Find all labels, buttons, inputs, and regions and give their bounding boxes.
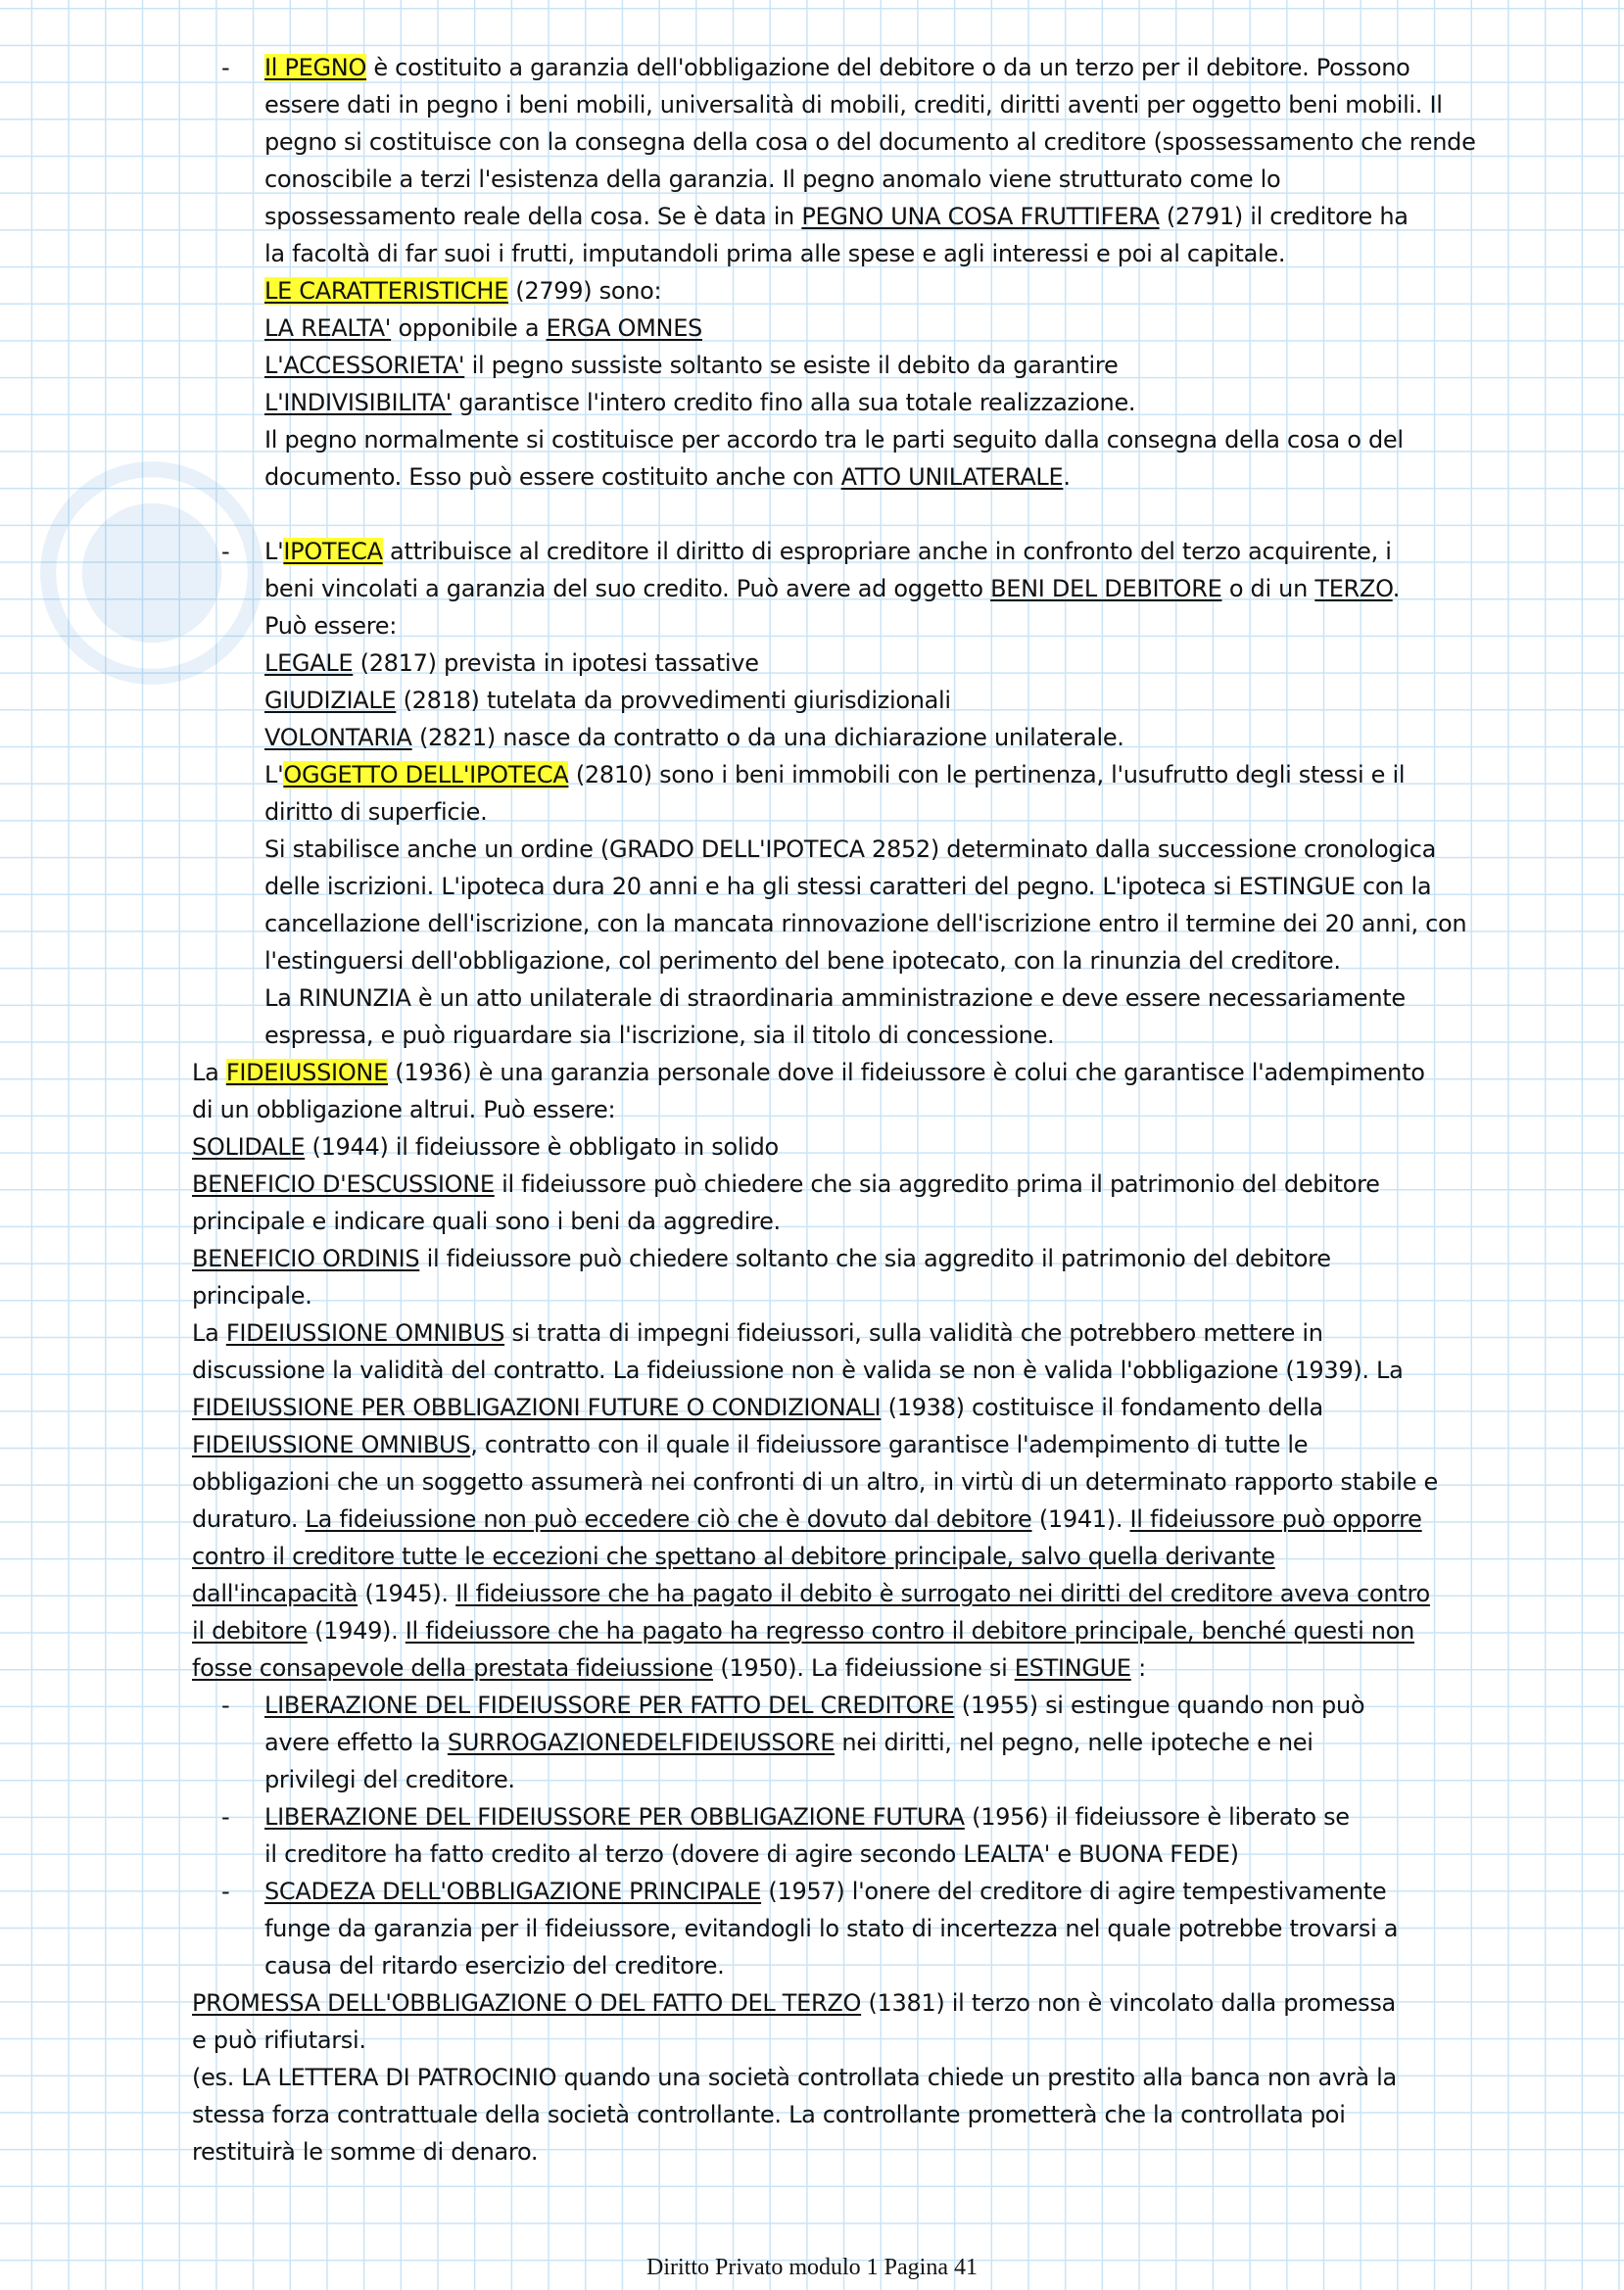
text-segment: (es. LA LETTERA DI PATROCINIO quando una società controllata chiede un prestito alla banca non avrà la [192,2064,1397,2091]
underlined-term: ATTO UNILATERALE [840,463,1064,491]
underlined-term: BENEFICIO D'ESCUSSIONE [192,1170,495,1198]
line-text [264,91,1443,119]
text-line [192,1724,1563,1761]
line-text [192,1059,1425,1086]
underlined-term: FIDEIUSSIONE OMNIBUS [225,1319,505,1347]
text-segment: attribuisce al creditore il diritto di espropriare anche in confronto del terzo acquirente, i [382,538,1392,565]
underlined-term: il debitore [192,1617,308,1645]
line-text [264,724,1124,751]
text-segment: opponibile a [391,314,547,342]
text-segment: documento. Esso può essere costituito anche con [264,463,841,491]
text-segment: . [1392,575,1401,602]
text-segment: (2810) sono i beni immobili con le pertinenza, l'usufrutto degli stessi e il [568,761,1406,788]
text-line [192,1203,1563,1240]
underlined-term: LIBERAZIONE DEL FIDEIUSSORE PER FATTO DEL CREDITORE [264,1692,955,1719]
text-segment: principale e indicare quali sono i beni da aggredire. [192,1208,781,1235]
text-segment: , contratto con il quale il fideiussore garantisce l'adempimento di tutte le [470,1431,1309,1458]
line-text [192,2027,366,2054]
line-text [221,1692,1365,1719]
highlighted-term: FIDEIUSSIONE [225,1059,388,1086]
text-segment: (1381) il terzo non è vincolato dalla promessa [861,1989,1396,2017]
highlighted-term: Il PEGNO [264,54,367,81]
text-segment: Può essere: [264,612,398,640]
underlined-term: SOLIDALE [192,1133,306,1161]
line-text [264,761,1405,788]
text-line [192,347,1563,384]
line-text [221,54,1410,81]
text-line [192,607,1563,644]
text-line [192,719,1563,756]
text-segment: . [1063,463,1071,491]
text-segment: privilegi del creditore. [264,1766,515,1793]
text-line [192,1947,1563,1984]
text-line [192,682,1563,719]
text-segment: (1936) è una garanzia personale dove il fideiussore è colui che garantisce l'adempimento [387,1059,1425,1086]
text-line [192,831,1563,868]
line-text [192,1989,1396,2017]
text-segment: essere dati in pegno i beni mobili, universalità di mobili, crediti, diritti aventi per oggetto beni mobili. Il [264,91,1443,119]
line-text [264,314,702,342]
line-text [221,1803,1350,1831]
line-text [264,240,1285,267]
text-line [192,756,1563,793]
highlighted-term: IPOTECA [283,538,383,565]
text-segment: espressa, e può riguardare sia l'iscrizione, sia il titolo di concessione. [264,1022,1055,1049]
text-segment: (1945). [358,1580,456,1607]
text-line [192,1426,1563,1463]
text-line [192,1389,1563,1426]
text-segment: duraturo. [192,1505,306,1533]
page-footer: Diritto Privato modulo 1 Pagina 41 [646,2255,978,2280]
line-text [192,2101,1346,2128]
text-line [192,198,1563,235]
text-line [192,2022,1563,2059]
text-segment: o di un [1221,575,1315,602]
text-segment: è costituito a garanzia dell'obbligazione del debitore o da un terzo per il debitore. Possono [366,54,1410,81]
text-line [192,1910,1563,1947]
underlined-term: BENI DEL DEBITORE [990,575,1222,602]
text-line [192,644,1563,682]
line-text [264,1729,1314,1756]
line-text [192,1096,615,1123]
line-text [264,463,1071,491]
text-segment: obbligazioni che un soggetto assumerà nei confronti di un altro, in virtù di un determinato rapporto stabile e [192,1468,1439,1496]
line-text [221,1878,1387,1905]
text-segment: il fideiussore può chiedere soltanto che sia aggredito il patrimonio del debitore [419,1245,1331,1272]
underlined-term: L'INDIVISIBILITA' [264,389,453,416]
text-segment: funge da garanzia per il fideiussore, evitandogli lo stato di incertezza nel quale potrebbe trovarsi a [264,1915,1399,1942]
text-line [192,123,1563,161]
text-segment: (1956) il fideiussore è liberato se [964,1803,1350,1831]
line-text [192,1357,1404,1384]
text-line [192,1575,1563,1612]
text-segment: conoscibile a terzi l'esistenza della garanzia. Il pegno anomalo viene strutturato come lo [264,166,1281,193]
list-bullet: - [221,538,230,565]
line-text [192,1468,1438,1496]
text-segment: l'estinguersi dell'obbligazione, col perimento del bene ipotecato, con la rinunzia del creditore. [264,947,1341,975]
text-segment: nei diritti, nel pegno, nelle ipoteche e nei [835,1729,1314,1756]
underlined-term: FIDEIUSSIONE PER OBBLIGAZIONI FUTURE O CONDIZIONALI [192,1394,882,1421]
line-text [192,1282,312,1310]
line-text [264,910,1466,937]
text-line [192,1687,1563,1724]
text-segment: La [192,1319,226,1347]
text-line [192,1836,1563,1873]
text-line [192,942,1563,979]
text-line [192,1314,1563,1352]
text-line [192,86,1563,123]
text-segment: (2818) tutelata da provvedimenti giurisdizionali [396,687,951,714]
text-segment: beni vincolati a garanzia del suo credito. Può avere ad oggetto [264,575,991,602]
text-line [192,1984,1563,2022]
text-segment: discussione la validità del contratto. La fideiussione non è valida se non è valida l'obbligazione (1939). La [192,1357,1404,1384]
line-text [192,2064,1397,2091]
underlined-term: La fideiussione non può eccedere ciò che è dovuto dal debitore [305,1505,1032,1533]
underlined-term: SURROGAZIONEDELFIDEIUSSORE [447,1729,836,1756]
line-text [264,277,661,305]
document-body [192,49,1563,2171]
text-line [192,235,1563,272]
text-segment: Il pegno normalmente si costituisce per accordo tra le parti seguito dalla consegna della cosa o del [264,426,1404,453]
line-text [264,649,759,677]
text-segment: (2821) nasce da contratto o da una dichiarazione unilaterale. [411,724,1124,751]
text-segment: (1957) l'onere del creditore di agire tempestivamente [761,1878,1387,1905]
text-segment: la facoltà di far suoi i frutti, imputandoli prima alle spese e agli interessi e poi al capitale. [264,240,1286,267]
text-line [192,384,1563,421]
underlined-term: LEGALE [264,649,354,677]
text-segment: (1941). [1031,1505,1130,1533]
text-segment: La [192,1059,226,1086]
line-text [264,873,1431,900]
underlined-term: BENEFICIO ORDINIS [192,1245,420,1272]
text-segment: restituirà le somme di denaro. [192,2138,539,2166]
text-segment: garantisce l'intero credito fino alla sua totale realizzazione. [452,389,1136,416]
line-text [192,1654,1146,1682]
underlined-term: ESTINGUE [1014,1654,1131,1682]
text-segment: delle iscrizioni. L'ipoteca dura 20 anni e ha gli stessi caratteri del pegno. L'ipoteca si ESTINGUE con la [264,873,1432,900]
text-segment: (1950). La fideiussione si [713,1654,1015,1682]
underlined-term: PEGNO UNA COSA FRUTTIFERA [801,203,1160,230]
line-text [264,203,1409,230]
line-text [264,352,1118,379]
text-segment: si tratta di impegni fideiussori, sulla validità che potrebbero mettere in [504,1319,1323,1347]
text-segment: avere effetto la [264,1729,448,1756]
underlined-term: FIDEIUSSIONE OMNIBUS [192,1431,471,1458]
text-segment: stessa forza contrattuale della società controllante. La controllante prometterà che la controllata poi [192,2101,1346,2128]
underlined-term: Il fideiussore che ha pagato ha regresso contro il debitore principale, benché questi non [405,1617,1415,1645]
text-segment: pegno si costituisce con la consegna della cosa o del documento al creditore (spossessamento che rende [264,128,1476,156]
text-segment: L' [264,538,284,565]
text-segment: di un obbligazione altrui. Può essere: [192,1096,616,1123]
text-line [192,1798,1563,1836]
text-segment: spossessamento reale della cosa. Se è data in [264,203,802,230]
text-line [192,1873,1563,1910]
text-segment: L' [264,761,284,788]
text-segment: cancellazione dell'iscrizione, con la mancata rinnovazione dell'iscrizione entro il termine dei 20 anni, con [264,910,1467,937]
line-text [264,984,1406,1012]
line-text [264,166,1280,193]
text-line [192,2096,1563,2133]
text-segment: : [1130,1654,1146,1682]
line-text [192,1543,1275,1570]
text-line [192,570,1563,607]
underlined-term: TERZO [1314,575,1393,602]
line-text [264,1840,1239,1868]
line-text [192,1431,1308,1458]
underlined-term: LIBERAZIONE DEL FIDEIUSSORE PER OBBLIGAZIONE FUTURA [264,1803,965,1831]
text-line [192,1128,1563,1166]
text-line [192,1017,1563,1054]
underlined-term: Il fideiussore che ha pagato il debito è surrogato nei diritti del creditore aveva contro [455,1580,1430,1607]
underlined-term: PROMESSA DELL'OBBLIGAZIONE O DEL FATTO DEL TERZO [192,1989,862,2017]
underlined-term: LA REALTA' [264,314,392,342]
underlined-term: ERGA OMNES [546,314,702,342]
line-text [192,2138,538,2166]
list-bullet: - [221,1878,230,1905]
text-line [192,1538,1563,1575]
text-line [192,1277,1563,1314]
text-line [192,1612,1563,1649]
line-text [192,1208,781,1235]
text-segment: (1944) il fideiussore è obbligato in solido [305,1133,779,1161]
line-text [264,798,487,826]
line-text [264,389,1135,416]
text-segment: diritto di superficie. [264,798,488,826]
underlined-term: GIUDIZIALE [264,687,397,714]
text-line [192,905,1563,942]
text-line [192,979,1563,1017]
line-text [264,426,1404,453]
text-line [192,533,1563,570]
text-segment: (2799) sono: [507,277,662,305]
text-segment: (1949). [307,1617,406,1645]
highlighted-term: LE CARATTERISTICHE [264,277,508,305]
line-text [192,1245,1331,1272]
line-text [264,1915,1398,1942]
line-text [264,575,1400,602]
list-bullet: - [221,1692,230,1719]
text-segment: principale. [192,1282,312,1310]
text-segment: causa del ritardo esercizio del creditore. [264,1952,725,1980]
text-line [192,1501,1563,1538]
line-text [192,1394,1323,1421]
underlined-term: VOLONTARIA [264,724,412,751]
underlined-term: SCADEZA DELL'OBBLIGAZIONE PRINCIPALE [264,1878,762,1905]
line-text [264,128,1476,156]
line-text [192,1170,1380,1198]
text-line [192,272,1563,310]
line-text [221,538,1392,565]
text-line [192,2133,1563,2171]
list-bullet: - [221,1803,230,1831]
underlined-term: contro il creditore tutte le eccezioni che spettano al debitore principale, salvo quella derivante [192,1543,1275,1570]
text-line [192,1463,1563,1501]
text-line [192,49,1563,86]
text-line [192,1166,1563,1203]
text-segment: il creditore ha fatto credito al terzo (dovere di agire secondo LEALTA' e BUONA FEDE) [264,1840,1239,1868]
line-text [192,1580,1430,1607]
text-line [192,1240,1563,1277]
text-segment: (1938) costituisce il fondamento della [881,1394,1323,1421]
list-bullet: - [221,54,230,81]
text-line [192,1352,1563,1389]
text-segment: (2791) il creditore ha [1159,203,1409,230]
underlined-term: dall'incapacità [192,1580,358,1607]
text-line [192,1091,1563,1128]
text-segment: La RINUNZIA è un atto unilaterale di straordinaria amministrazione e deve essere necessariamente [264,984,1406,1012]
line-text [264,1952,724,1980]
text-line [192,458,1563,496]
text-segment: (1955) si estingue quando non può [954,1692,1365,1719]
highlighted-term: OGGETTO DELL'IPOTECA [283,761,569,788]
line-text [192,1319,1323,1347]
text-line [192,421,1563,458]
text-line [192,1649,1563,1687]
line-text [264,687,951,714]
text-line [192,2059,1563,2096]
text-line [192,161,1563,198]
line-text [192,1505,1422,1533]
text-segment: Si stabilisce anche un ordine (GRADO DELL'IPOTECA 2852) determinato dalla successione cronologica [264,835,1437,863]
text-segment: e può rifiutarsi. [192,2027,366,2054]
line-text [264,1022,1054,1049]
text-segment: (2817) prevista in ipotesi tassative [353,649,759,677]
line-text [192,1617,1414,1645]
text-line [192,793,1563,831]
underlined-term: L'ACCESSORIETA' [264,352,465,379]
text-segment: il fideiussore può chiedere che sia aggredito prima il patrimonio del debitore [494,1170,1380,1198]
line-text [264,1766,515,1793]
line-text [264,947,1341,975]
line-text [192,1133,779,1161]
line-text [264,612,397,640]
underlined-term: fosse consapevole della prestata fideiussione [192,1654,713,1682]
text-line [192,868,1563,905]
text-line [192,1054,1563,1091]
text-line [192,310,1563,347]
line-text [264,835,1436,863]
text-line [192,1761,1563,1798]
text-segment: il pegno sussiste soltanto se esiste il debito da garantire [464,352,1119,379]
blank-line [192,496,1563,533]
underlined-term: Il fideiussore può opporre [1129,1505,1422,1533]
